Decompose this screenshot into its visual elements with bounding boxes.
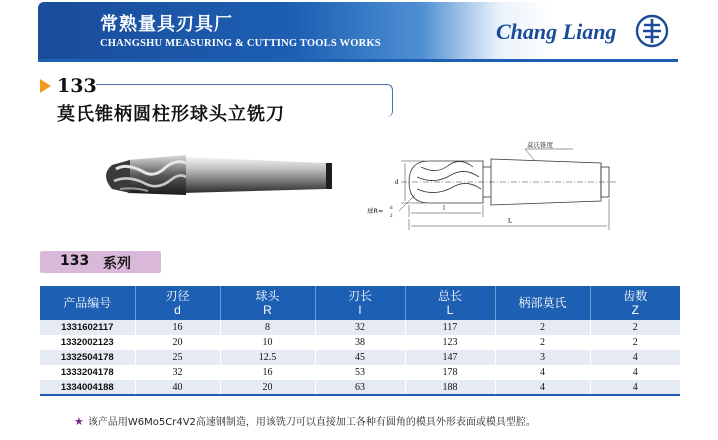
table-row bbox=[40, 320, 680, 335]
table-header-row bbox=[40, 286, 680, 320]
table-cell: 45 bbox=[315, 350, 405, 365]
table-cell: 53 bbox=[315, 365, 405, 380]
table-cell: 8 bbox=[220, 320, 315, 335]
table-cell: 2 bbox=[495, 335, 590, 350]
table-cell: 123 bbox=[405, 335, 495, 350]
table-cell: 147 bbox=[405, 350, 495, 365]
header-cell: 刃长 l bbox=[315, 286, 405, 320]
star-icon: ★ bbox=[74, 415, 84, 428]
table-cell: 117 bbox=[405, 320, 495, 335]
table-cell: 4 bbox=[495, 365, 590, 380]
table-row bbox=[40, 335, 680, 350]
table-cell: 32 bbox=[315, 320, 405, 335]
table-cell: 1331602117 bbox=[40, 320, 135, 335]
header-cell: 柄部莫氏 bbox=[495, 286, 590, 320]
brand-name: Chang Liang bbox=[496, 19, 617, 44]
spec-table bbox=[40, 286, 680, 396]
series-tag bbox=[40, 251, 161, 273]
table-cell: 4 bbox=[590, 365, 680, 380]
ball-fraction-denominator: 2 bbox=[390, 214, 393, 219]
L-label: L bbox=[508, 217, 513, 225]
product-name: 莫氏锥柄圆柱形球头立铣刀 bbox=[57, 104, 285, 125]
table-cell: 10 bbox=[220, 335, 315, 350]
table-cell: 188 bbox=[405, 380, 495, 395]
table-cell: 20 bbox=[135, 335, 220, 350]
header-cell: 产品编号 bbox=[40, 286, 135, 320]
table-cell: 12.5 bbox=[220, 350, 315, 365]
d-label: d bbox=[395, 178, 399, 186]
l-label: l bbox=[443, 204, 445, 212]
ball-fraction-numerator: d bbox=[390, 206, 393, 211]
table-cell: 3 bbox=[495, 350, 590, 365]
table-cell: 4 bbox=[590, 380, 680, 395]
header-banner bbox=[38, 2, 678, 62]
table-cell: 4 bbox=[590, 350, 680, 365]
table-cell: 2 bbox=[590, 335, 680, 350]
company-name-en: CHANGSHU MEASURING & CUTTING TOOLS WORKS bbox=[100, 38, 381, 49]
technical-drawing bbox=[365, 137, 630, 234]
product-code: 133 bbox=[57, 75, 97, 97]
table-cell: 1334004188 bbox=[40, 380, 135, 395]
table-cell: 25 bbox=[135, 350, 220, 365]
table-cell: 32 bbox=[135, 365, 220, 380]
table-cell: 1332002123 bbox=[40, 335, 135, 350]
table-cell: 16 bbox=[220, 365, 315, 380]
end-mill-photo bbox=[90, 145, 350, 205]
table-row bbox=[40, 365, 680, 380]
table-cell: 178 bbox=[405, 365, 495, 380]
table-cell: 40 bbox=[135, 380, 220, 395]
table-row bbox=[40, 380, 680, 395]
header-cell: 齿数 Z bbox=[590, 286, 680, 320]
table-cell: 1333204178 bbox=[40, 365, 135, 380]
header-cell: 总长 L bbox=[405, 286, 495, 320]
header-cell: 刃径 d bbox=[135, 286, 220, 320]
footnote bbox=[74, 413, 536, 428]
series-code: 133 bbox=[60, 253, 90, 269]
taper-label: 莫氏锥度 bbox=[527, 141, 553, 149]
ball-radius-label: 球R= bbox=[367, 207, 384, 215]
brand-logo-icon bbox=[635, 14, 669, 48]
table-cell: 20 bbox=[220, 380, 315, 395]
table-cell: 63 bbox=[315, 380, 405, 395]
company-name-cn: 常熟量具刃具厂 bbox=[100, 14, 233, 35]
table-cell: 4 bbox=[495, 380, 590, 395]
table-cell: 16 bbox=[135, 320, 220, 335]
series-label: 系列 bbox=[103, 256, 131, 272]
table-cell: 2 bbox=[495, 320, 590, 335]
table-cell: 1332504178 bbox=[40, 350, 135, 365]
footnote-text: 该产品用W6Mo5Cr4V2高速钢制造，用该铣刀可以直接加工各种有圆角的模具外形表面或模具型腔。 bbox=[87, 417, 536, 428]
table-cell: 2 bbox=[590, 320, 680, 335]
table-row bbox=[40, 350, 680, 365]
table-cell: 38 bbox=[315, 335, 405, 350]
header-cell: 球头 R bbox=[220, 286, 315, 320]
title-arrow-icon bbox=[40, 79, 51, 93]
